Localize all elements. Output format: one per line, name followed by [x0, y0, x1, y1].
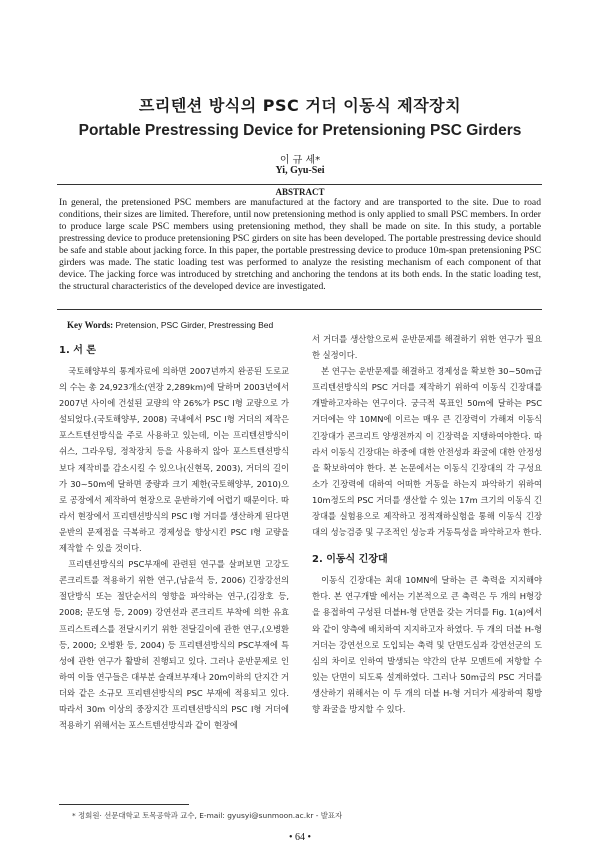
keywords [67, 320, 273, 330]
abstract-bottom-rule [57, 309, 542, 310]
author-english: Yi, Gyu-Sei [275, 165, 325, 176]
abstract-heading: ABSTRACT [275, 187, 325, 197]
abstract-text: In general, the pretensioned PSC members are manufactured at the factory and are transported to the site. Due to road conditions, their sizes are limited. Therefore, until now pretensioning method is only applied to small PSC members. In order to produce large scale PSC members using pretensioning method, they shall be made on site. In this study, a portable prestressing device to produce pretensioning PSC girders on site has been developed. The portable prestressing device should be safe and stable about jacking force. In this paper, the portable prestressing device to produce 10m-span pretensioning PSC girders was made. The static loading test was performed to analyze the resisting mechanism of each component of that device. The jacking force was introduced by stretching and anchoring the tendons at its both ends. In the static loading test, the structural characteristics of the developed device are investigated. [59, 197, 541, 292]
left-column [59, 339, 289, 733]
title-korean: 프리텐션 방식의 PSC 거더 이동식 제작장치 [138, 96, 462, 115]
page-number: • 64 • [288, 832, 311, 843]
section2-heading: 2. 이동식 긴장대 [312, 554, 388, 566]
section1-paragraph-1: 국토해양부의 통계자료에 의하면 2007년까지 완공된 도로교의 수는 총 24,923개소(연장 2,289km)에 달하며 2003년에서 2007년 사이에 건설된 교량의 약 26%가 PSC I형 교량으로 가설되었다.(국토해양부, 2008) 국내에서 PSC I형 거더의 제작은 포스트텐션방식을 주로 사용하고 있는데, 이는 프리텐션방식이 쉬스, 그라우팅, 정착장치 등을 사용하지 않아 포스트텐션방식 보다 제작비를 감소시킬 수 있으나(신현목, 2003), 거더의 길이가 30~50m에 달하면 중량과 크기 제한(국토해양부, 2010)으로 공장에서 제작하여 현장으로 운반하기에 어렵기 때문이다. 따라서 현장에서 프리텐션방식의 PSC I형 거더를 생산하게 된다면 운반의 문제점을 극복하고 경제성을 향상시킨 PSC I형 교량을 제작할 수 있을 것이다. [59, 366, 289, 554]
footnote-rule [59, 804, 189, 805]
right-paragraph-1: 서 거더를 생산함으로써 운반문제를 해결하기 위한 연구가 필요한 실정이다. [312, 334, 542, 361]
right-column [312, 331, 542, 717]
section1-paragraph-2: 프리텐션방식의 PSC부재에 관련된 연구를 살펴보면 고강도 콘크리트를 적용하기 위한 연구,(남윤석 등, 2006) 긴장강선의 절단방식 또는 절단순서의 영향을 파악하는 연구,(김장호 등, 2008; 문도영 등, 2009) 강연선과 콘크리트 부착에 의한 유효프리스트레스를 전달시키기 위한 전달길이에 관한 연구,(오병환 등, 2000; 오병환 등, 2004) 등 프리텐션방식의 PSC부재에 특성에 관한 연구가 활발히 진행되고 있다. 그러나 운반문제로 인하여 이들 연구들은 대부분 슬래브부재나 20m이하의 단지간 거더와 같은 소규모 프리텐션방식의 PSC 부재에 적용되고 있다. 따라서 30m 이상의 중장지간 프리텐션방식의 PSC I형 거더에 적용하기 위해서는 포스트텐션방식과 같이 현장에 [59, 559, 289, 731]
right-paragraph-2: 본 연구는 운반문제를 해결하고 경제성을 확보한 30~50m급 프리텐션방식의 PSC 거더를 제작하기 위하여 이동식 긴장대를 개발하고자하는 연구이다. 궁극적 목표인 50m에 달하는 PSC 거더에는 약 10MN에 이르는 매우 큰 긴장력이 가해져 이동식 긴장대가 콘크리트 양생전까지 이 긴장력을 지탱하여야한다. 따라서 이동식 긴장대는 하중에 대한 안전성과 좌굴에 대한 안정성을 확보하여야 한다. 본 논문에서는 이동식 긴장대의 각 구성요소가 긴장력에 대하여 어떠한 거동을 하는지 파악하기 위하여 10m정도의 PSC 거더를 생산할 수 있는 17m 크기의 이동식 긴장대를 실험용으로 제작하고 정적재하실험을 통해 이동식 긴장대의 성능검증 및 구조적인 성능과 거동특성을 파악하고자 한다. [312, 366, 542, 538]
keywords-text: Pretension, PSC Girder, Prestressing Bed [115, 320, 274, 330]
section2-paragraph-1: 이동식 긴장대는 최대 10MN에 달하는 큰 축력을 지지해야 한다. 본 연구개발 에서는 기본적으로 큰 축력은 두 개의 H형강을 용접하여 구성된 더블H-형 단면을 갖는 거더를 Fig. 1(a)에서와 같이 양측에 배치하여 지지하고자 하였다. 두 개의 더블 H-형 거더는 강연선으로 도입되는 축력 및 단면도심과 강연선군의 도심의 차이로 인하여 발생되는 약간의 단부 모멘트에 저항할 수 있는 단면이 되도록 설계하였다. 그러나 50m급의 PSC 거더를 생산하기 위해서는 이 두 개의 더블 H-형 거더가 세장하여 횡방향 좌굴을 방지할 수 있다. [312, 575, 542, 714]
section1-heading: 1. 서 론 [59, 345, 97, 356]
author-korean: 이 규 세* [279, 155, 321, 166]
footnote: * 정회원· 선문대학교 토목공학과 교수, E-mail: gyusyi@sunmoon.ac.kr - 발표자 [72, 811, 343, 820]
title-english: Portable Prestressing Device for Pretensioning PSC Girders [78, 122, 522, 139]
abstract-top-rule [57, 184, 542, 185]
keywords-label: Key Words: [67, 320, 114, 330]
